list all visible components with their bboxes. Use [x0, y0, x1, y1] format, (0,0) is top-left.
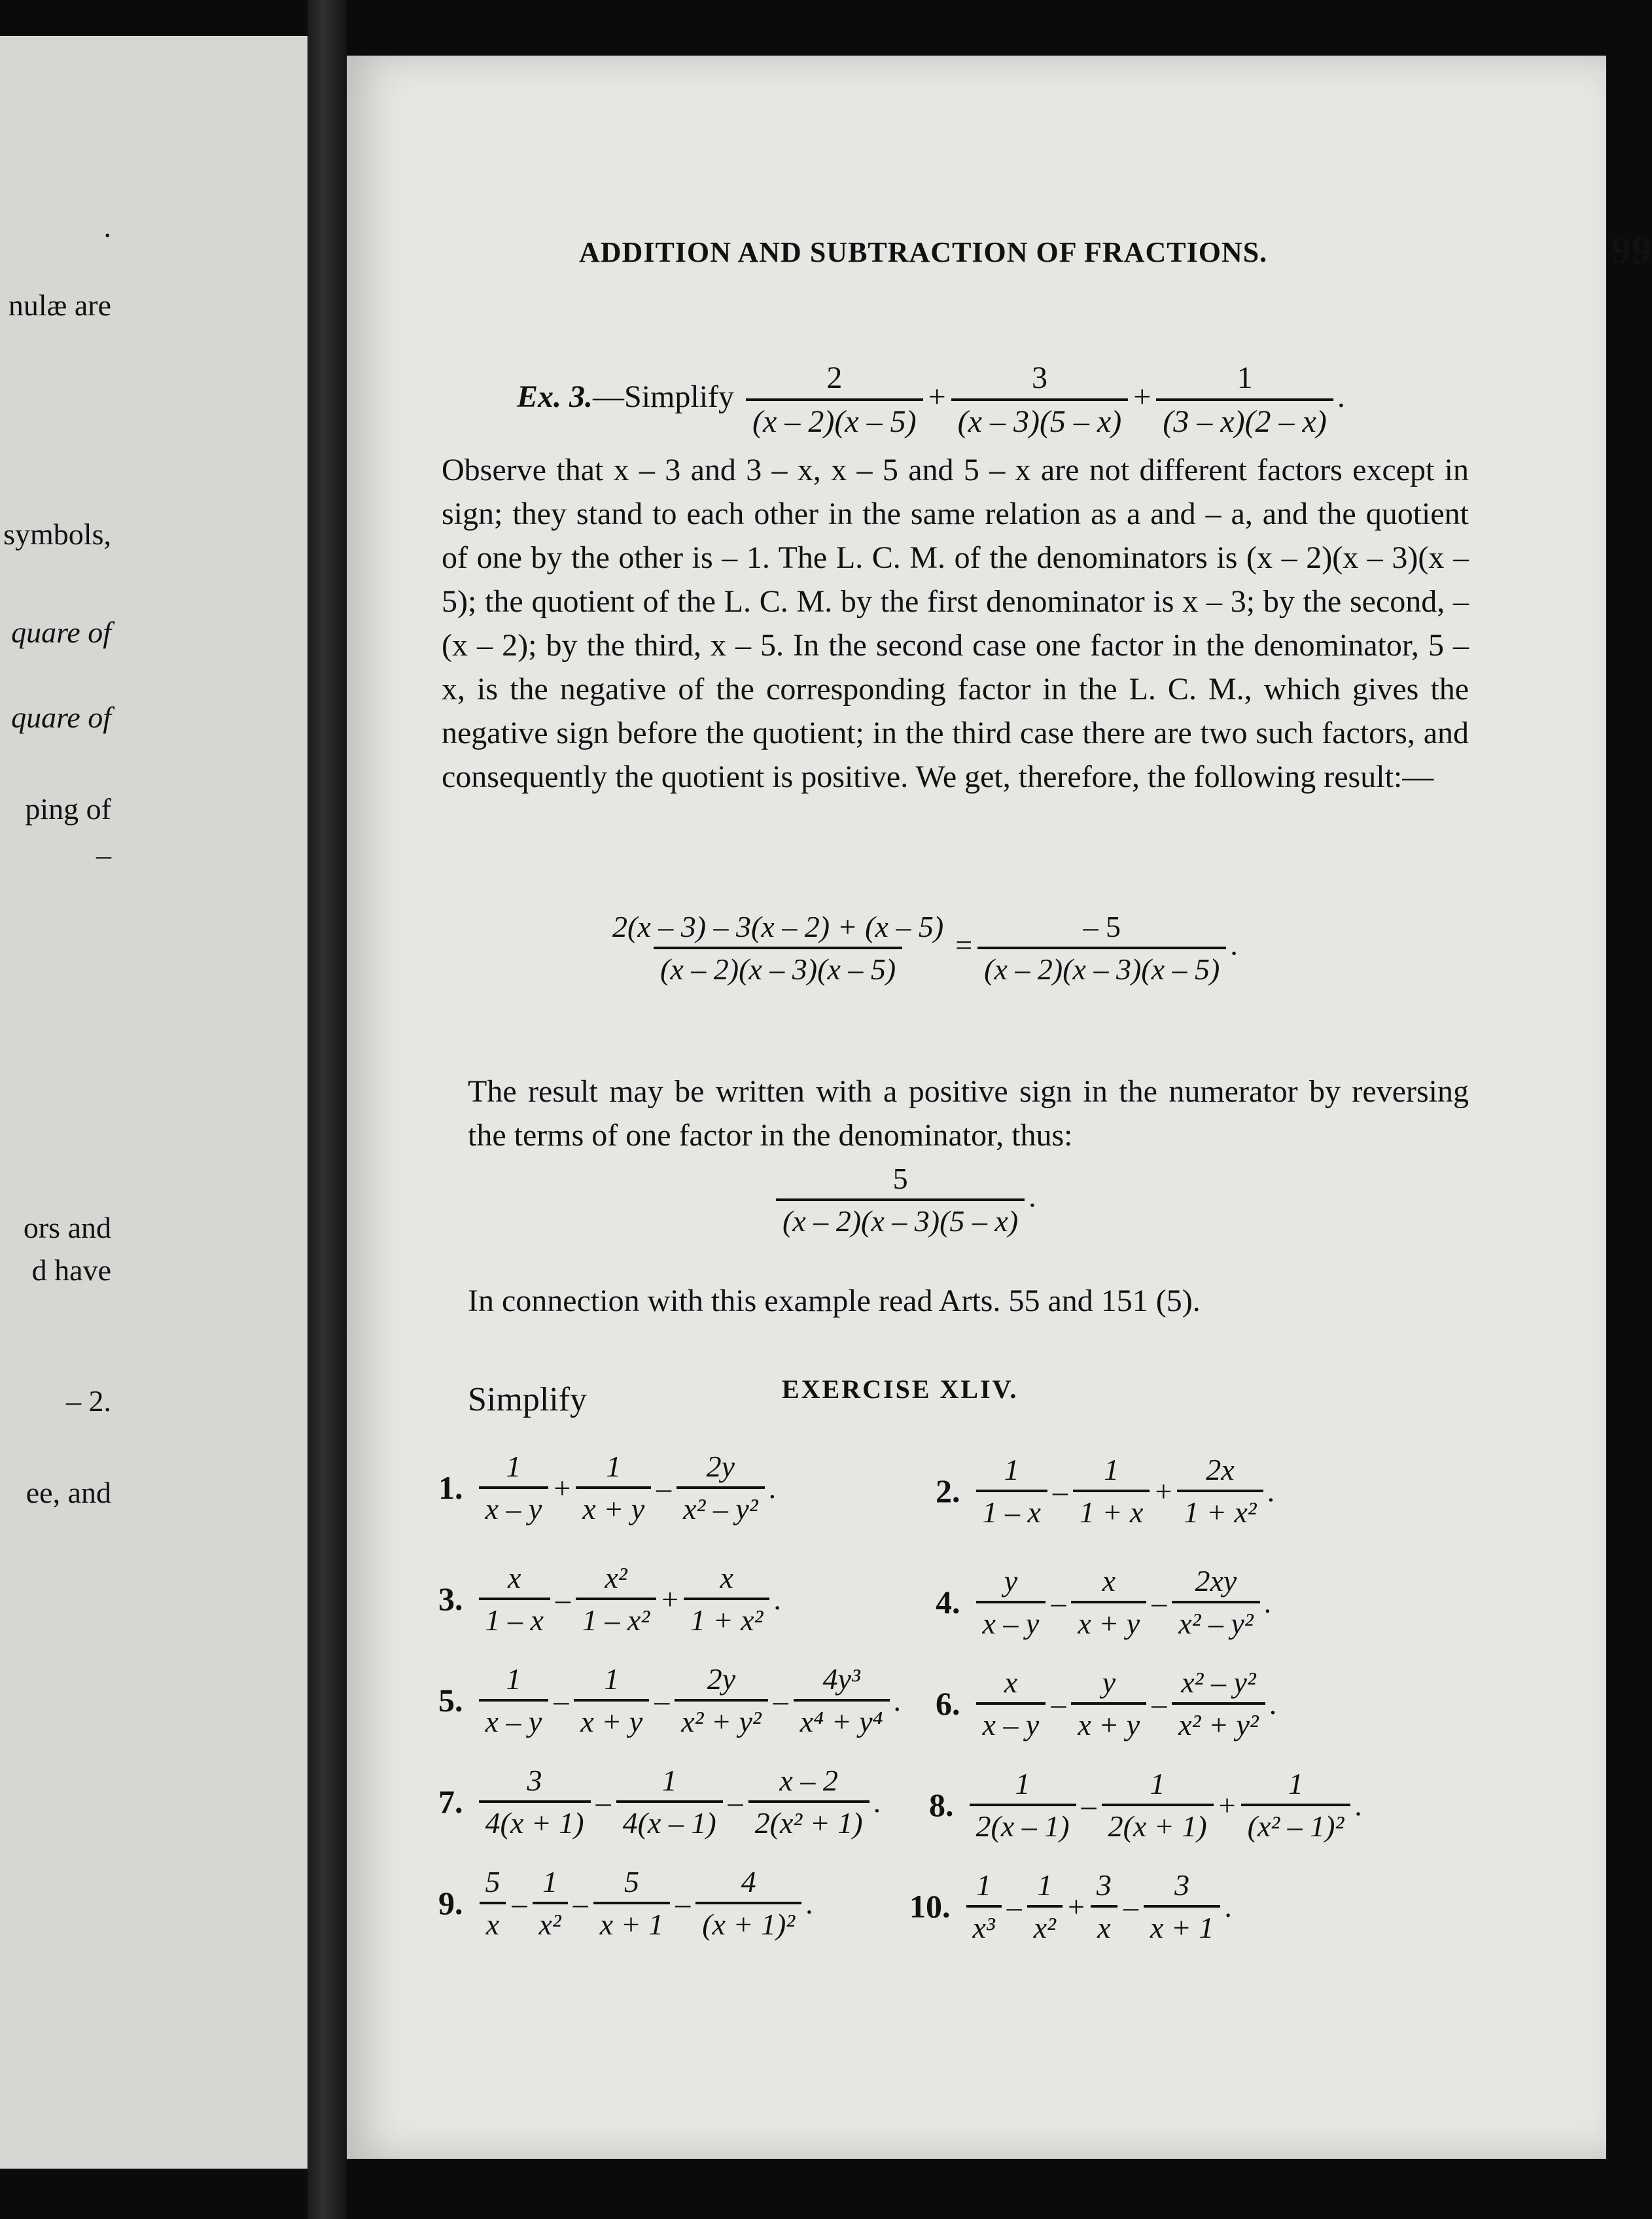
numerator: 1: [1150, 1767, 1165, 1800]
operator: –: [1151, 1686, 1167, 1721]
period: .: [1267, 1474, 1275, 1508]
numerator: x: [1102, 1564, 1116, 1598]
denominator: 1 + x²: [1177, 1490, 1263, 1529]
exercise-problem: [929, 1766, 1362, 1843]
numerator: x²: [605, 1561, 627, 1594]
exercise-problem: [936, 1564, 1271, 1641]
problem-number: 1.: [438, 1469, 463, 1506]
denominator: x: [1091, 1905, 1117, 1945]
left-page-fragment: [0, 36, 308, 2169]
numerator: 5: [485, 1865, 501, 1898]
numerator: 2x: [1206, 1453, 1235, 1486]
denominator: x + y: [576, 1486, 651, 1526]
operator: –: [654, 1683, 670, 1717]
numerator: 2xy: [1195, 1564, 1237, 1598]
numerator: 1: [1037, 1868, 1053, 1902]
fraction: [675, 1662, 767, 1739]
running-header: [579, 228, 1652, 271]
period: .: [873, 1785, 881, 1819]
example-3: Ex. 3.—Simplify $\frac{2}{(x - 2)(x - 5)}$ + $\frac{3}{(x - 3)(5 - x)}$ + $\frac{1}{(3 - x)(2 - x)}$ .: [517, 360, 1345, 439]
fraction: [574, 1662, 649, 1739]
fraction: [1144, 1868, 1220, 1945]
numerator: 1: [542, 1865, 558, 1898]
problem-number: 8.: [929, 1787, 954, 1823]
denominator: (x + 1)²: [695, 1902, 801, 1942]
fraction: [1073, 1452, 1150, 1529]
denominator: x – y: [479, 1699, 549, 1739]
fraction: [970, 1766, 1076, 1843]
exercise-problem: [438, 1662, 901, 1739]
denominator: 2(x + 1): [1102, 1804, 1214, 1843]
explanation-paragraph: The result may be written with a positive sign in the numerator by reversing the terms of one factor in the denominator, thus:: [468, 1074, 1469, 1153]
denominator: x²: [1027, 1905, 1063, 1945]
period: .: [773, 1582, 781, 1616]
denominator: 1 – x²: [576, 1598, 656, 1637]
fraction: [976, 1665, 1046, 1742]
fraction: [479, 1662, 549, 1739]
numerator: 3: [527, 1764, 542, 1797]
left-page-line: ee, and: [26, 1476, 111, 1509]
denominator: x – y: [976, 1702, 1046, 1742]
period: .: [1269, 1686, 1277, 1721]
numerator: 1: [1104, 1453, 1119, 1486]
fraction: [966, 1868, 1002, 1945]
operator: +: [1218, 1788, 1236, 1822]
denominator: x⁴ + y⁴: [794, 1699, 890, 1739]
fraction: [479, 1449, 549, 1526]
period: .: [1263, 1585, 1272, 1619]
fraction: [1172, 1665, 1265, 1742]
period: .: [893, 1683, 902, 1717]
problem-number: 3.: [438, 1581, 463, 1617]
numerator: 1: [604, 1662, 620, 1696]
denominator: 4(x – 1): [616, 1800, 723, 1840]
denominator: 1 – x: [479, 1598, 550, 1637]
fraction: [684, 1560, 769, 1637]
fraction: $\frac{1}{(3 - x)(2 - x)}$: [1156, 360, 1333, 440]
fraction: [479, 1864, 507, 1942]
operator: +: [1067, 1889, 1085, 1923]
numerator: 1: [506, 1662, 521, 1696]
fraction: [1177, 1452, 1263, 1529]
fraction: $\frac{2(x - 3) - 3(x - 2) + (x - 5)}{(x - 2)(x - 3)(x - 5)}$: [612, 910, 944, 986]
header-title: ADDITION AND SUBTRACTION OF FRACTIONS.: [579, 236, 1268, 268]
problem-number: 2.: [936, 1473, 960, 1509]
operator: –: [1051, 1585, 1066, 1619]
operator: –: [1123, 1889, 1138, 1923]
operator: –: [1052, 1474, 1068, 1508]
numerator: 1: [506, 1450, 521, 1483]
fraction: [479, 1763, 591, 1840]
right-page: [347, 56, 1652, 2159]
numerator: 1: [1004, 1453, 1019, 1486]
numerator: y: [1004, 1564, 1018, 1598]
left-page-line: ping of: [25, 792, 111, 826]
operator: –: [656, 1471, 672, 1505]
numerator: x: [720, 1561, 733, 1594]
fraction: [748, 1763, 870, 1840]
operator: –: [1081, 1788, 1097, 1822]
fraction: [616, 1763, 723, 1840]
denominator: 1 – x: [976, 1490, 1047, 1529]
fraction: [976, 1564, 1046, 1641]
denominator: 1 + x²: [684, 1598, 769, 1637]
fraction: $\frac{3}{(x - 3)(5 - x)}$: [951, 360, 1129, 440]
left-page-line: quare of: [11, 616, 111, 649]
fraction: [1090, 1868, 1118, 1945]
period: .: [1224, 1889, 1232, 1923]
fraction: [533, 1864, 568, 1942]
numerator: y: [1102, 1666, 1116, 1699]
denominator: x + y: [1071, 1601, 1146, 1641]
fraction: [479, 1560, 550, 1637]
period: .: [1354, 1788, 1362, 1822]
exercise-problem: [936, 1665, 1276, 1742]
simplify-label: Simplify: [468, 1381, 588, 1418]
denominator: x²: [533, 1902, 568, 1942]
period: .: [805, 1886, 813, 1920]
fraction: [1102, 1766, 1214, 1843]
example-intro: —Simplify: [593, 379, 735, 415]
problem-number: 7.: [438, 1783, 463, 1820]
fraction: $\frac{5}{(x - 2)(x - 3)(5 - x)}$: [776, 1161, 1025, 1238]
numerator: 3: [1096, 1868, 1112, 1902]
numerator: x: [1004, 1666, 1018, 1699]
fraction: [677, 1449, 764, 1526]
fraction: $\frac{- 5}{(x - 2)(x - 3)(x - 5)}$: [977, 909, 1226, 987]
left-page-line: d have: [31, 1253, 111, 1287]
exercise-problem: [909, 1868, 1232, 1945]
left-page-line: quare of: [11, 701, 111, 734]
fraction: [1027, 1868, 1063, 1945]
fraction: $\frac{2}{(x - 2)(x - 5)}$: [746, 360, 923, 440]
fraction: [1071, 1665, 1146, 1742]
operator: +: [1155, 1474, 1172, 1508]
numerator: 1: [976, 1868, 992, 1902]
fraction: [1071, 1564, 1146, 1641]
numerator: 4: [741, 1865, 756, 1898]
denominator: x: [480, 1902, 506, 1942]
fraction: [593, 1864, 670, 1942]
denominator: 2(x – 1): [970, 1804, 1076, 1843]
fraction: [576, 1449, 651, 1526]
numerator: 5: [624, 1865, 639, 1898]
fraction: [1241, 1766, 1351, 1843]
operator: –: [773, 1683, 788, 1717]
operator: +: [554, 1471, 571, 1505]
denominator: 4(x + 1): [479, 1800, 591, 1840]
operator: –: [1006, 1889, 1022, 1923]
left-page-line: ors and: [23, 1211, 111, 1244]
denominator: x² + y²: [1172, 1702, 1265, 1742]
exercise-problem: [438, 1560, 781, 1637]
numerator: 2y: [706, 1450, 735, 1483]
denominator: x + y: [1071, 1702, 1146, 1742]
numerator: 1: [1015, 1767, 1030, 1800]
denominator: x + 1: [1144, 1905, 1220, 1945]
operator: –: [572, 1886, 588, 1920]
left-page-line: .: [103, 210, 111, 243]
numerator: 1: [661, 1764, 677, 1797]
numerator: 3: [1174, 1868, 1190, 1902]
exercise-problem: [438, 1864, 813, 1942]
period: .: [768, 1471, 777, 1505]
operator: –: [1151, 1585, 1167, 1619]
reference-note: In connection with this example read Arts. 55 and 151 (5).: [468, 1284, 1201, 1318]
numerator: x – 2: [779, 1764, 838, 1797]
problem-number: 9.: [438, 1885, 463, 1921]
operator: –: [728, 1785, 743, 1819]
result-equation: $\frac{2(x - 3) - 3(x - 2) + (x - 5)}{(x - 2)(x - 3)(x - 5)}$ = $\frac{- 5}{(x - 2)(x - 3)(x - 5)}$ .: [602, 909, 1238, 987]
numerator: 4y³: [822, 1662, 860, 1696]
denominator: x – y: [479, 1486, 549, 1526]
left-page-line: nulæ are: [8, 288, 111, 322]
exercise-problem: [936, 1452, 1274, 1529]
denominator: x – y: [976, 1601, 1046, 1641]
operator: +: [661, 1582, 679, 1616]
numerator: x² – y²: [1181, 1666, 1256, 1699]
operator: –: [554, 1683, 569, 1717]
explanation-paragraph: Observe that x – 3 and 3 – x, x – 5 and 5 – x are not different factors except in sign; they stand to each other in the same relation as a and – a, and the quotient of one by the other is – 1. The L. C. M. of the denominators is (x – 2)(x – 3)(x – 5); the quotient of the L. C. M. by the first denominator is x – 3; by the second, – (x – 2); by the third, x – 5. In the second case one factor in the denominator, 5 – x, is the negative of the corresponding factor in the L. C. M., which gives the negative sign before the quotient; in the third case there are two such factors, and consequently the quotient is positive. We get, therefore, the following result:—: [442, 453, 1469, 794]
exercise-problem: [438, 1449, 776, 1526]
denominator: x³: [966, 1905, 1002, 1945]
operator: –: [555, 1582, 571, 1616]
book-gutter: [308, 0, 347, 2219]
operator: –: [595, 1785, 611, 1819]
result-equation: $\frac{5}{(x - 2)(x - 3)(5 - x)}$ .: [772, 1161, 1036, 1238]
problem-number: 10.: [909, 1888, 951, 1925]
fraction: [794, 1662, 890, 1739]
numerator: 2y: [707, 1662, 736, 1696]
fraction: [976, 1452, 1047, 1529]
denominator: 2(x² + 1): [748, 1800, 870, 1840]
operator: –: [675, 1886, 691, 1920]
denominator: x² – y²: [1172, 1601, 1259, 1641]
denominator: x² – y²: [677, 1486, 764, 1526]
fraction: [695, 1864, 801, 1942]
page-number: 99: [1611, 228, 1652, 271]
problem-number: 6.: [936, 1685, 960, 1722]
problem-number: 5.: [438, 1682, 463, 1719]
denominator: (x² – 1)²: [1241, 1804, 1351, 1843]
operator: –: [1051, 1686, 1066, 1721]
exercise-title: EXERCISE XLIV.: [782, 1374, 1019, 1404]
left-page-line: – 2.: [66, 1384, 111, 1418]
denominator: x + 1: [593, 1902, 670, 1942]
problem-number: 4.: [936, 1584, 960, 1620]
fraction: [576, 1560, 656, 1637]
denominator: 1 + x: [1073, 1490, 1150, 1529]
left-page-line: symbols,: [3, 517, 111, 551]
denominator: x + y: [574, 1699, 649, 1739]
denominator: x² + y²: [675, 1699, 767, 1739]
left-page-line: –: [96, 838, 111, 871]
numerator: x: [508, 1561, 521, 1594]
fraction: [1172, 1564, 1259, 1641]
example-label: Ex. 3.: [517, 379, 593, 415]
operator: –: [512, 1886, 527, 1920]
numerator: 1: [606, 1450, 622, 1483]
numerator: 1: [1288, 1767, 1303, 1800]
exercise-problem: [438, 1763, 881, 1840]
